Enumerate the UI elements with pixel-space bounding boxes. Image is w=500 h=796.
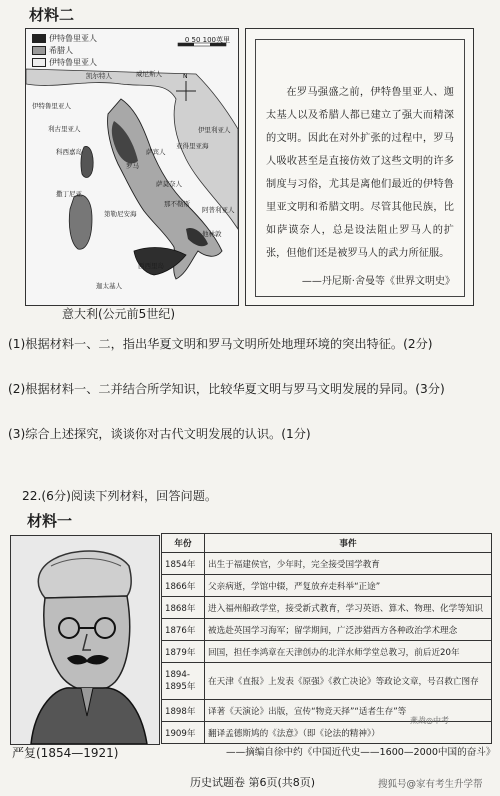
map-label: 萨莫奈人 — [156, 180, 182, 188]
table-row — [162, 663, 492, 700]
map-label: 伊里利亚人 — [198, 126, 231, 134]
portrait-drawing — [11, 536, 159, 744]
table-row — [162, 553, 492, 575]
table-cell-year: 1879年 — [162, 641, 205, 663]
table-row — [162, 619, 492, 641]
question-1: (1)根据材料一、二，指出华夏文明和罗马文明所处地理环境的突出特征。(2分) — [8, 337, 433, 351]
map-label: 他林敦 — [202, 230, 222, 238]
table-cell-event: 出生于福建侯官，少年时，完全接受国学教育 — [205, 553, 492, 575]
table-cell-event: 翻译孟德斯鸠的《法意》（即《论法的精神》） — [205, 722, 492, 744]
map-label: 科西嘉岛 — [56, 148, 82, 156]
table-cell-year: 1909年 — [162, 722, 205, 744]
table-cell-year: 1866年 — [162, 575, 205, 597]
quote-source: ——丹尼斯·舍曼等《世界文明史》 — [301, 276, 455, 287]
events-table — [161, 533, 492, 744]
table-header-year: 年份 — [162, 534, 205, 553]
table-row — [162, 575, 492, 597]
stamp-watermark: 燕战◎中考 — [410, 716, 449, 725]
table-cell-event: 在天津《直报》上发表《原强》《救亡决论》等政论文章，号召救亡图存 — [205, 663, 492, 700]
table-cell-event: 进入福州船政学堂，接受新式教育，学习英语、算术、物理、化学等知识 — [205, 597, 492, 619]
legend-item: 希腊人 — [32, 45, 97, 57]
table-source: ——摘编自徐中约《中国近代史——1600—2000中国的奋斗》 — [226, 747, 496, 758]
portrait-caption: 严复(1854—1921) — [12, 746, 119, 760]
map-legend — [32, 33, 97, 69]
italy-map — [25, 28, 239, 306]
quote-box — [245, 28, 474, 306]
table-cell-event: 译著《天演论》出版，宣传“物竞天择”“适者生存”等 — [205, 700, 492, 722]
table-cell-event: 父亲病逝，学馆中辍，严复放弃走科举“正途” — [205, 575, 492, 597]
legend-swatch-mid — [32, 46, 46, 55]
table-cell-event: 回国，担任李鸿章在天津创办的北洋水师学堂总教习，前后近20年 — [205, 641, 492, 663]
table-cell-year: 1876年 — [162, 619, 205, 641]
question-2: (2)根据材料一、二并结合所学知识，比较华夏文明与罗马文明发展的异同。(3分) — [8, 382, 445, 396]
table-cell-year: 1898年 — [162, 700, 205, 722]
map-label: 罗马 — [126, 162, 139, 170]
map-label: 阿普利亚人 — [202, 206, 235, 214]
svg-text:N: N — [183, 73, 188, 80]
table-header-event: 事件 — [205, 534, 492, 553]
table-cell-year: 1854年 — [162, 553, 205, 575]
map-label: 威尼斯人 — [136, 70, 162, 78]
map-caption: 意大利(公元前5世纪) — [62, 307, 175, 321]
legend-item: 伊特鲁里亚人 — [32, 33, 97, 45]
material-two-heading: 材料二 — [29, 6, 75, 24]
legend-swatch-dark — [32, 34, 46, 43]
table-cell-year: 1894-1895年 — [162, 663, 205, 700]
question-3: (3)综合上述探究，谈谈你对古代文明发展的认识。(1分) — [8, 427, 311, 441]
map-label: 亚得里亚海 — [176, 142, 209, 150]
table-cell-event: 被选赴英国学习海军；留学期间，广泛涉猎西方各种政治学术理念 — [205, 619, 492, 641]
table-row — [162, 597, 492, 619]
map-label: 迦太基人 — [96, 282, 122, 290]
legend-item: 伊特鲁里亚人 — [32, 57, 97, 69]
map-label: 第勒尼安海 — [104, 210, 137, 218]
material-one-heading: 材料一 — [27, 512, 73, 530]
portrait-yan-fu — [10, 535, 160, 745]
legend-swatch-light — [32, 58, 46, 67]
page-footer: 历史试题卷 第6页(共8页) — [190, 776, 316, 789]
source-watermark: 搜狐号@家有考生升学帮 — [378, 779, 483, 790]
map-label: 伊特鲁里亚人 — [32, 102, 71, 110]
map-label: 撒丁尼亚 — [56, 190, 82, 198]
map-label: 那不勒斯 — [164, 200, 190, 208]
quote-frame — [255, 39, 465, 297]
table-header-row — [162, 534, 492, 553]
map-label: 萨宾人 — [146, 148, 166, 156]
quote-text: 在罗马强盛之前，伊特鲁里亚人、迦太基人以及希腊人都已建立了强大而精深的文明。因此在对外扩张的过程中，罗马人吸收甚至是直接仿效了这些文明的许多制度与习俗，尤其是离他们最近的伊特鲁里亚文明和希腊文明。尽管其他民族，比如萨谟奈人，总是设法阻止罗马人的扩张，但他们还是被罗马人的武力所征服。 — [266, 87, 454, 259]
map-label: 利古里亚人 — [48, 125, 81, 133]
question-22-heading: 22.(6分)阅读下列材料，回答问题。 — [22, 489, 218, 503]
map-label: 凯尔特人 — [86, 72, 112, 80]
table-row — [162, 641, 492, 663]
table-cell-year: 1868年 — [162, 597, 205, 619]
map-label: 西西里岛 — [138, 262, 164, 270]
map-scale-label: 0 50 100英里 — [184, 36, 230, 44]
